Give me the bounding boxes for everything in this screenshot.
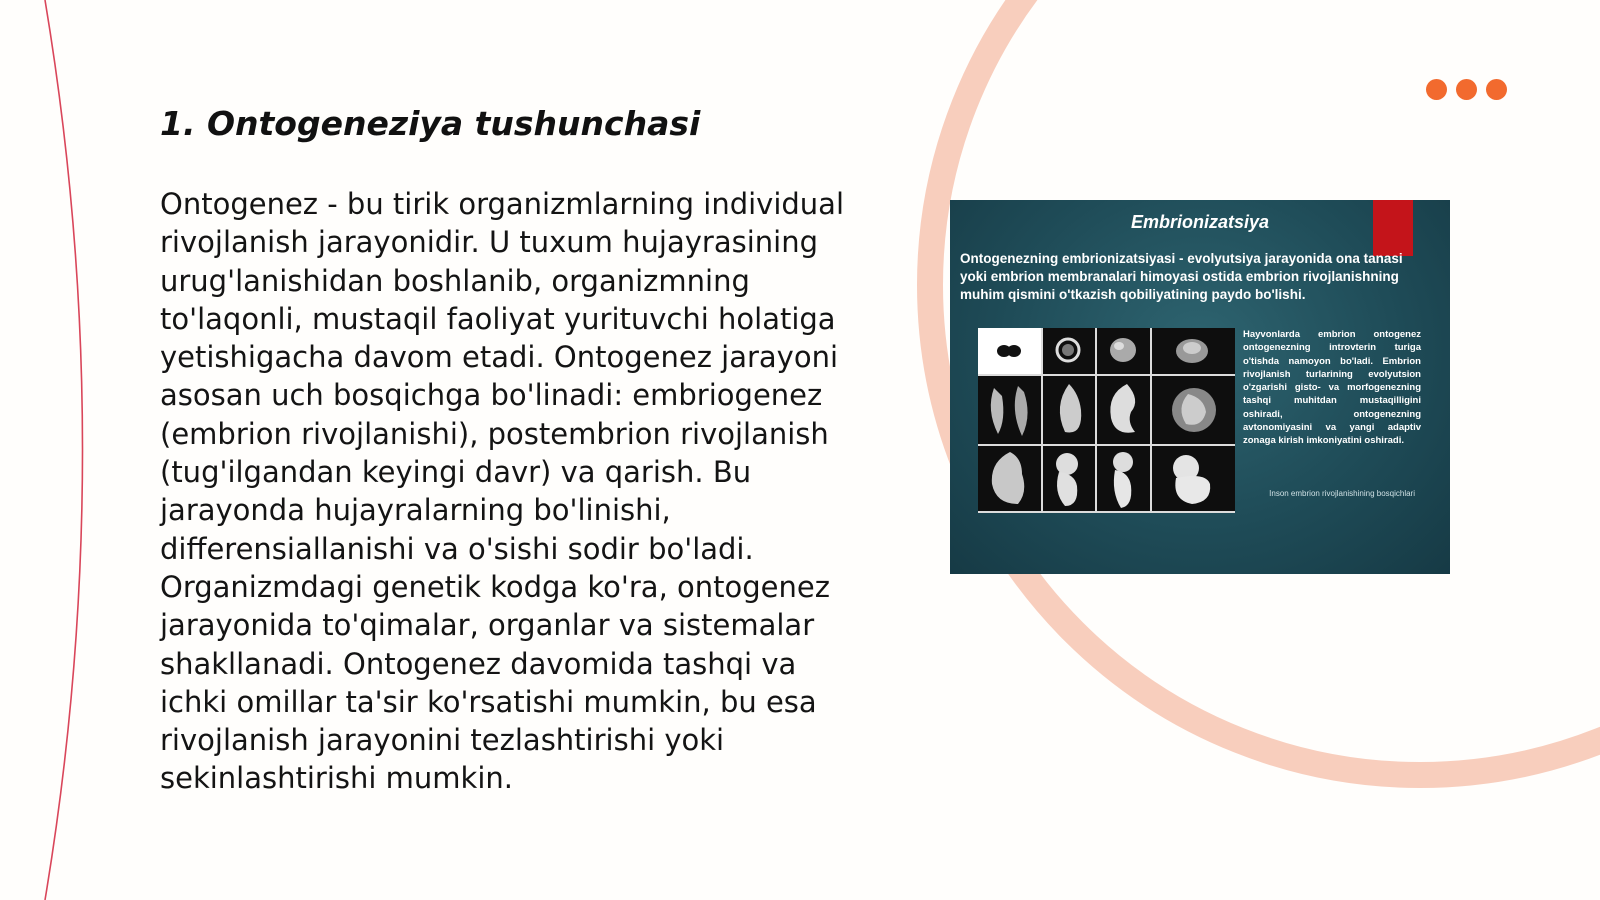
- slide-body-text: Ontogenez - bu tirik organizmlarning individual rivojlanish jarayonidir. U tuxum hujayrasining urug'lanishidan boshlanib, organizmning to'laqonli, mustaqil faoliyat yurituvchi holatiga yetishigacha davom etadi. Ontogenez jarayoni asosan uch bosqichga bo'linadi: embriogenez (embrion rivojlanishi), postembrion rivojlanish (tug'ilgandan keyingi davr) va qarish. Bu jarayonda hujayralarning bo'linishi, differensiallanishi va o'sishi sodir bo'ladi. Organizmdagi genetik kodga ko'ra, ontogenez jarayonida to'qimalar, organlar va sistemalar shakllanadi. Ontogenez davomida tashqi va ichki omillar ta'sir ko'rsatishi mumkin, bu esa rivojlanish jarayonini tezlashtirishi yoki sekinlashtirishi mumkin.: [160, 187, 845, 796]
- slide-title: 1. Ontogeneziya tushunchasi: [160, 104, 701, 143]
- embryo-photo: [978, 328, 1041, 374]
- embryo-photo: [1097, 328, 1150, 374]
- embryo-photo: [1097, 376, 1150, 444]
- embryo-photo: [978, 446, 1041, 511]
- embryo-photo: [1152, 446, 1235, 511]
- dot-2: [1456, 79, 1477, 100]
- embryo-photo: [1043, 328, 1095, 374]
- embryo-photo: [1097, 446, 1150, 511]
- embedded-side-text: Hayvonlarda embrion ontogenez ontogenezning introvterin turiga o'tishda namoyon bo'ladi. Embrion rivojlanish turlarining evolyutsion o'zgarishi gisto- va morfogenezning tashqi muhitdan mustaqilligini oshiradi, ontogenezning avtonomiyasini va yangi adaptiv zonaga kirish imkoniyatini oshiradi.: [1243, 329, 1421, 447]
- embedded-title: Embrionizatsiya: [1130, 212, 1270, 232]
- embryo-photo: [1152, 328, 1235, 374]
- embryo-photo: [978, 376, 1041, 444]
- embryo-photo-grid: [978, 328, 1235, 513]
- left-curve-line: [45, 0, 83, 900]
- embryo-stages-image: [950, 200, 1450, 574]
- dot-3: [1486, 79, 1507, 100]
- embedded-description: Ontogenezning embrionizatsiyasi - evolyutsiya jarayonida ona tanasi yoki embrion membranalari himoyasi ostida embrion rivojlanishning muhim qismini o'tkazish qobiliyatining paydo bo'lishi.: [960, 251, 1403, 302]
- accent-dots: [1426, 79, 1507, 100]
- dot-1: [1426, 79, 1447, 100]
- embryo-photo: [1043, 376, 1095, 444]
- embedded-caption: Inson embrion rivojlanishining bosqichlari: [1269, 489, 1415, 498]
- embryo-photo: [1152, 376, 1235, 444]
- embryo-photo: [1043, 446, 1095, 511]
